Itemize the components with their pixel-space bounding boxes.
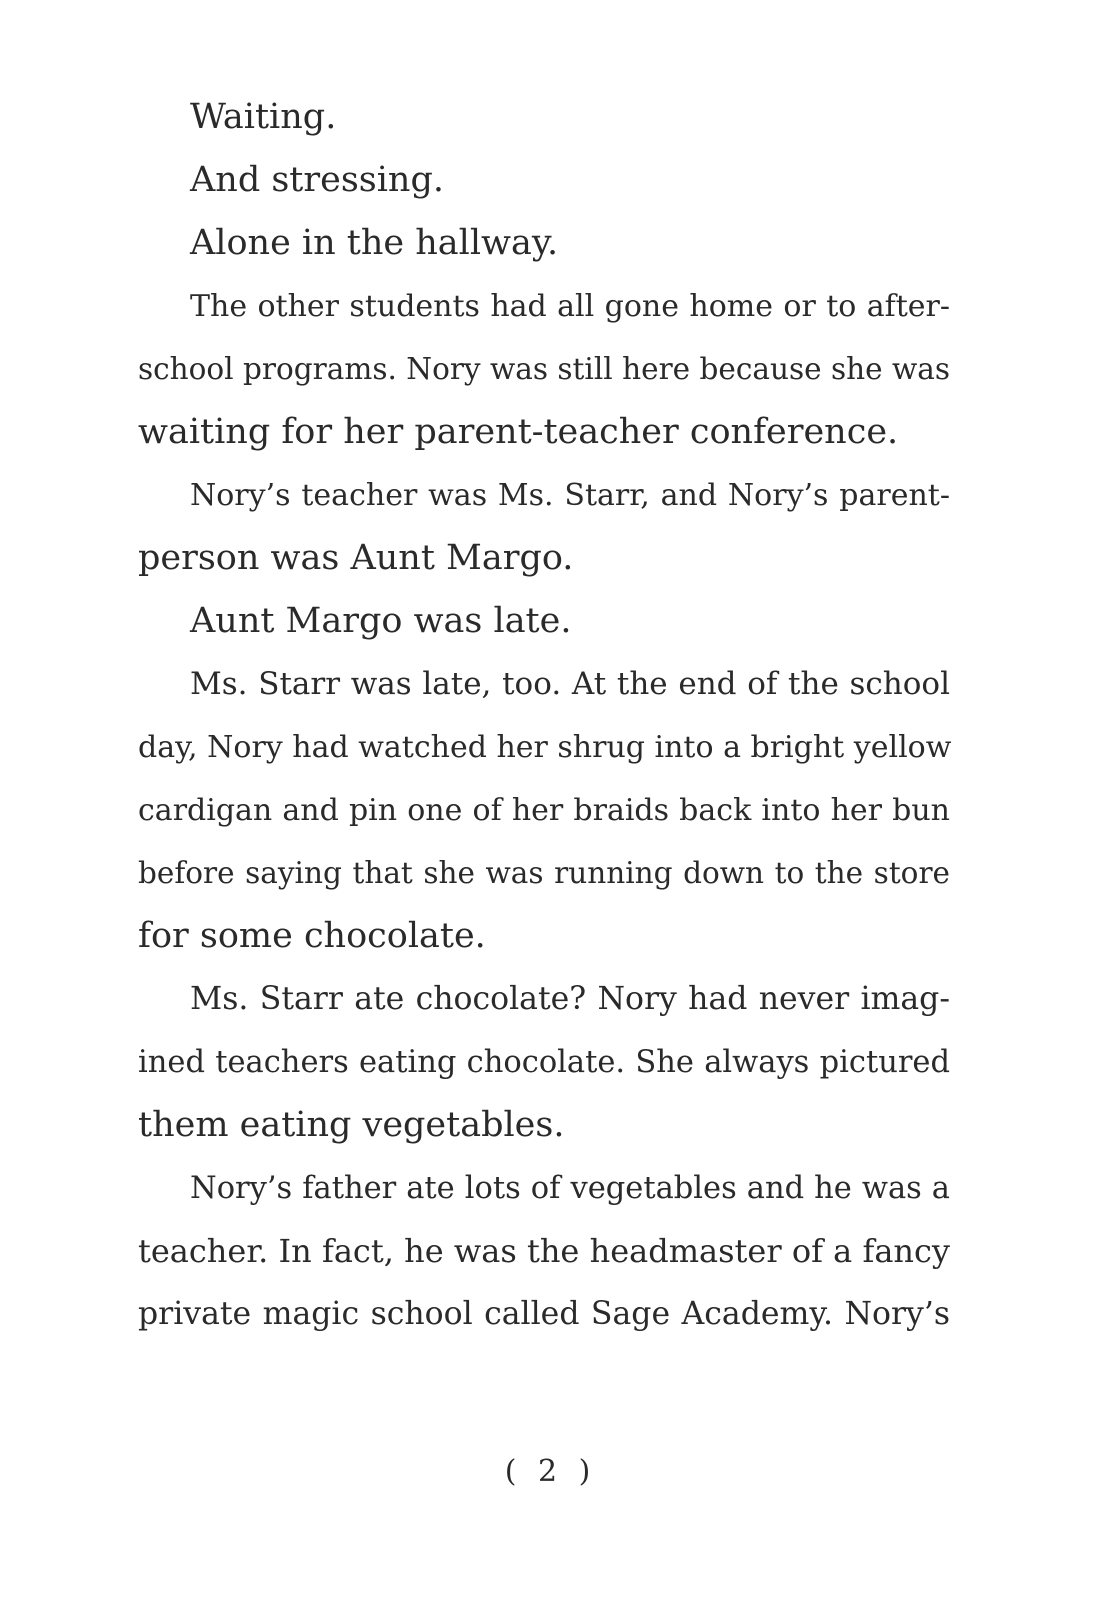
text-line: school programs. Nory was still here because she was bbox=[138, 352, 950, 386]
text-line: Waiting. bbox=[190, 97, 337, 137]
page-number: ( 2 ) bbox=[504, 1454, 597, 1489]
text-line: Nory’s father ate lots of vegetables and he was a bbox=[190, 1171, 950, 1206]
text-line: before saying that she was running down to the store bbox=[138, 856, 950, 890]
body-text bbox=[138, 86, 950, 1346]
text-line: ined teachers eating chocolate. She always pictured bbox=[138, 1045, 950, 1080]
text-line: Ms. Starr was late, too. At the end of the school bbox=[190, 666, 950, 702]
text-line: Aunt Margo was late. bbox=[190, 601, 572, 641]
text-line: teacher. In fact, he was the headmaster of a fancy bbox=[138, 1232, 950, 1270]
text-line: person was Aunt Margo. bbox=[138, 538, 574, 578]
text-line: day, Nory had watched her shrug into a bright yellow bbox=[138, 730, 952, 765]
text-line: private magic school called Sage Academy. Nory’s bbox=[138, 1296, 950, 1332]
text-line: Alone in the hallway. bbox=[190, 223, 559, 263]
text-line: Nory’s teacher was Ms. Starr, and Nory’s parent- bbox=[190, 478, 950, 513]
text-line: And stressing. bbox=[190, 160, 445, 200]
text-line: for some chocolate. bbox=[138, 916, 486, 956]
text-line: waiting for her parent-teacher conference. bbox=[138, 412, 899, 452]
text-line: The other students had all gone home or to after- bbox=[190, 289, 950, 324]
text-line: them eating vegetables. bbox=[138, 1105, 565, 1145]
text-line: Ms. Starr ate chocolate? Nory had never imag- bbox=[190, 981, 950, 1017]
text-line: cardigan and pin one of her braids back into her bun bbox=[138, 793, 950, 828]
